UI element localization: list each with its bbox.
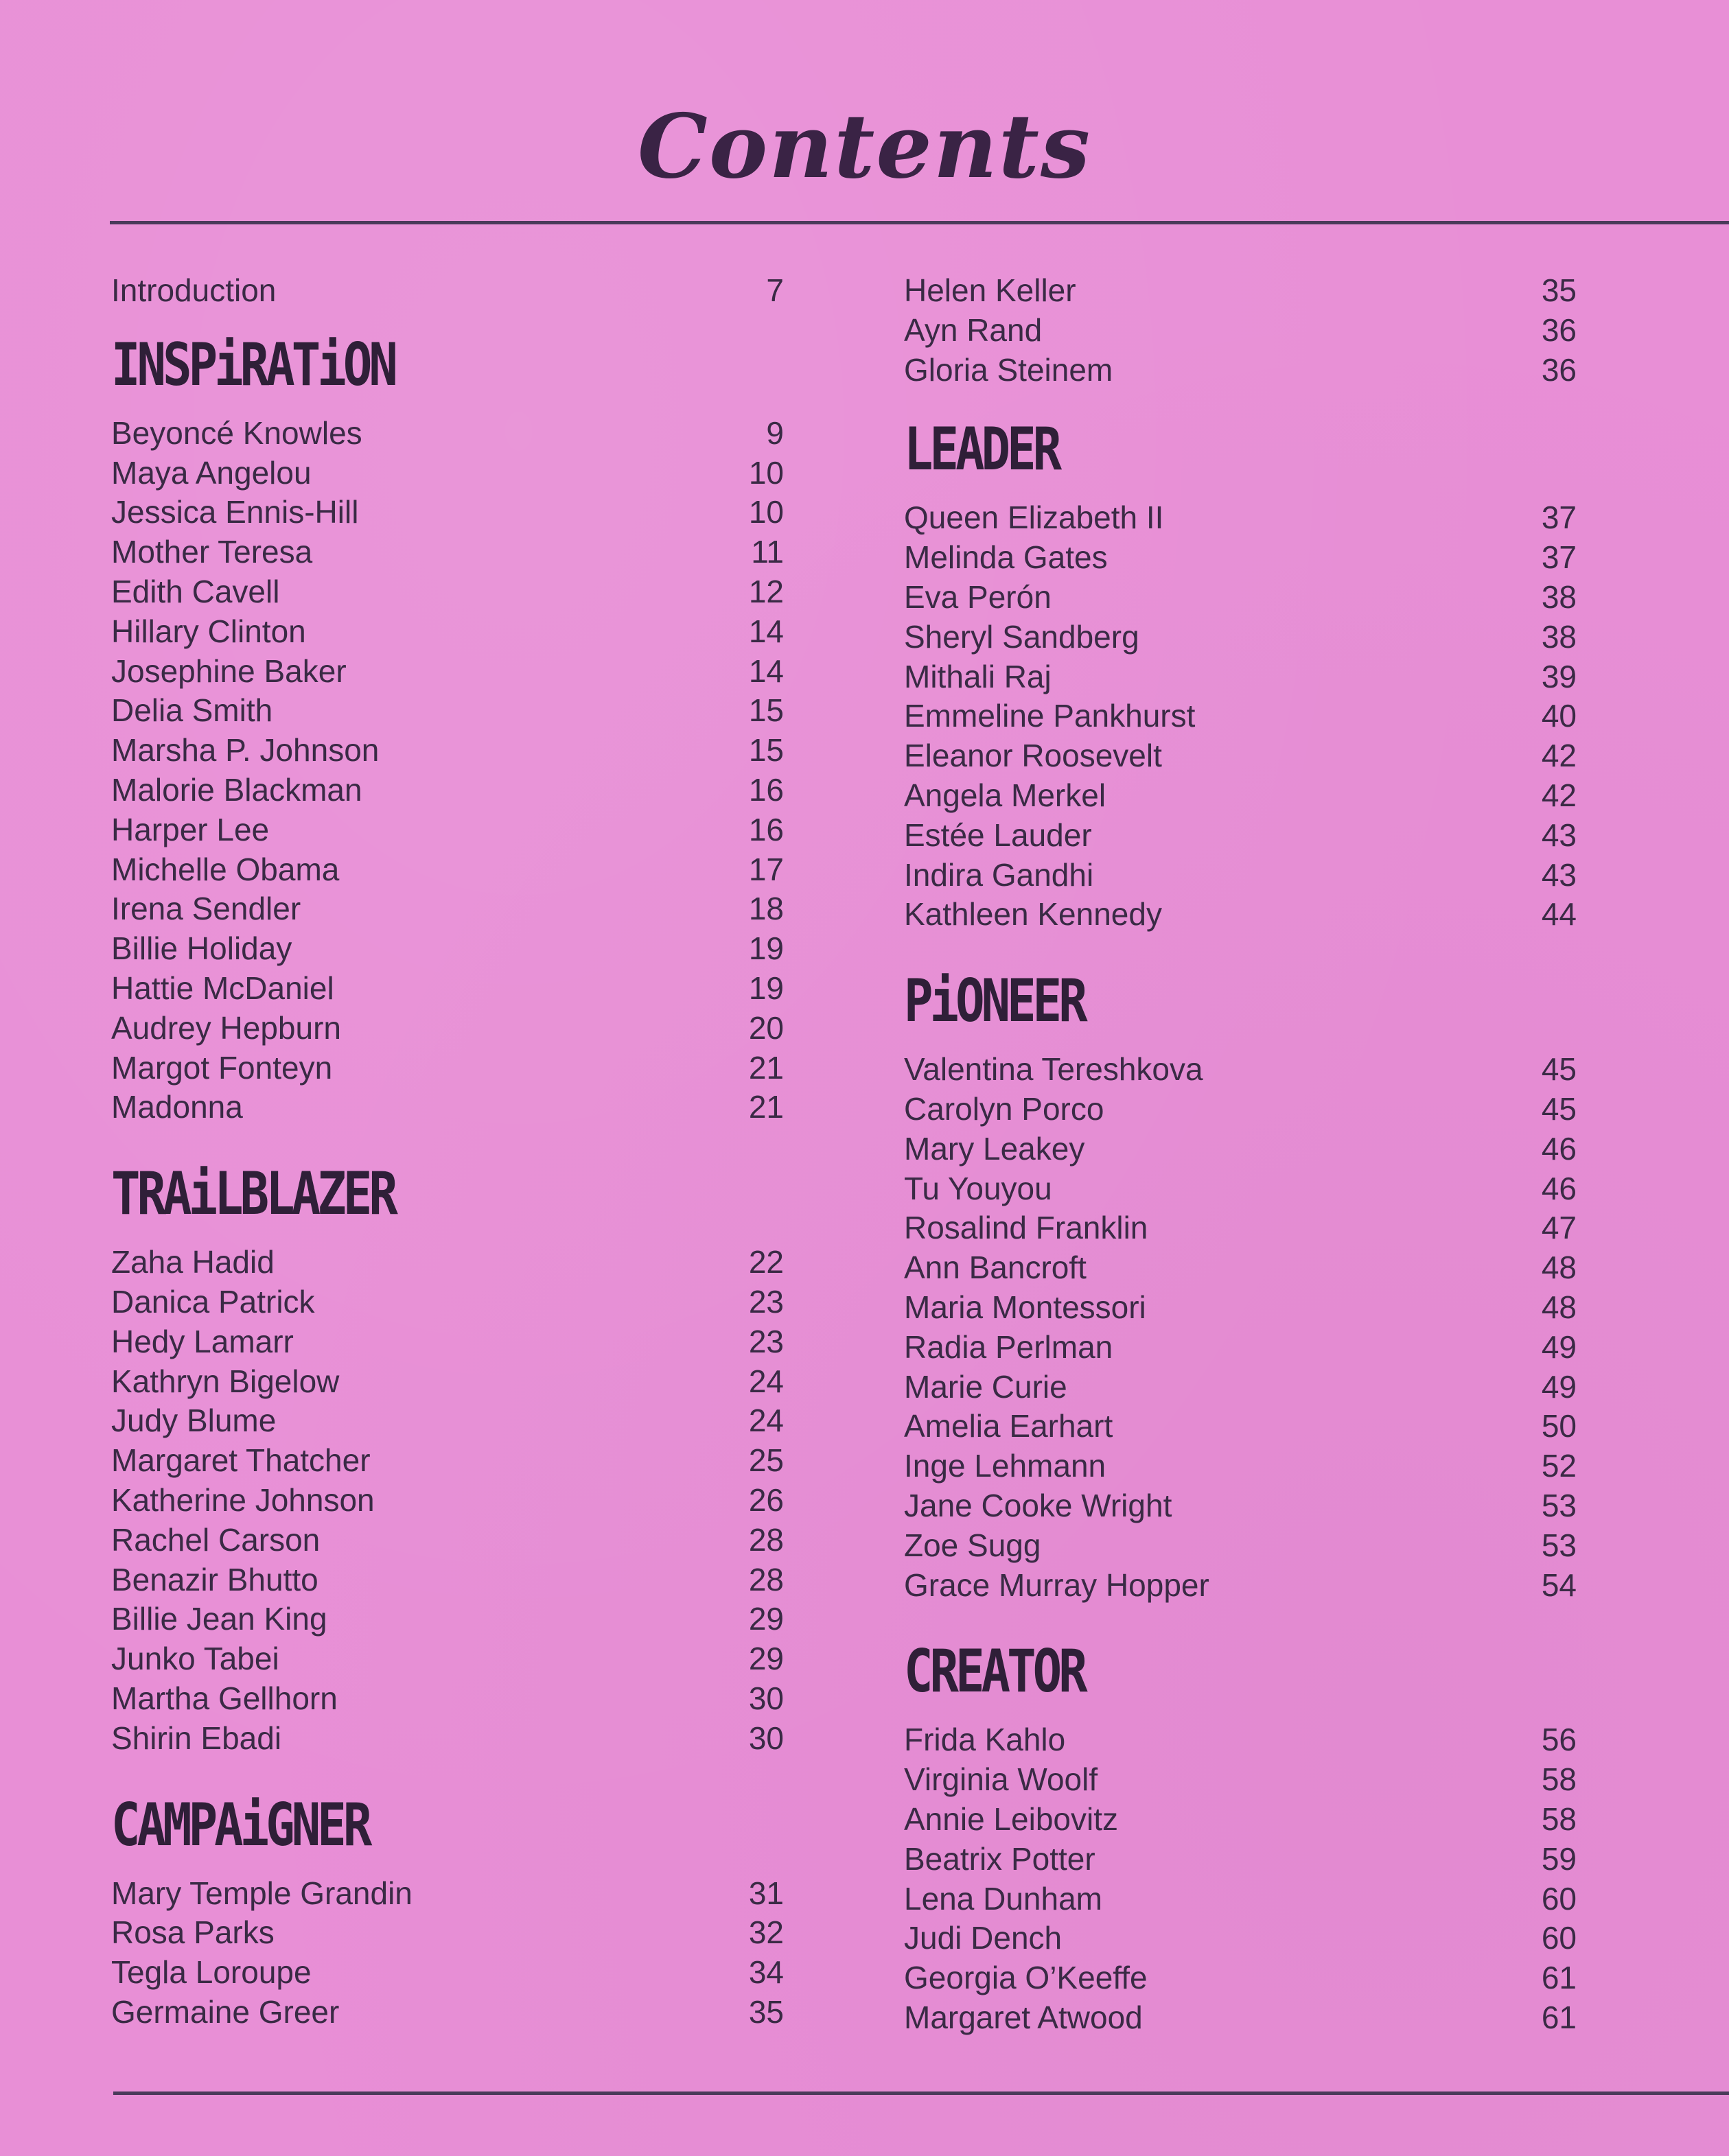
toc-entry[interactable]	[904, 736, 1577, 776]
entry-name: Billie Holiday	[111, 930, 292, 967]
entry-name: Estée Lauder	[904, 817, 1092, 853]
entry-name: Germaine Greer	[111, 1993, 340, 2030]
entry-page: 7	[766, 272, 784, 308]
entry-page: 35	[1541, 272, 1577, 308]
entry-name: Annie Leibovitz	[904, 1801, 1118, 1837]
entry-page: 61	[1541, 1960, 1577, 1996]
toc-entry[interactable]	[111, 532, 784, 572]
entry-name: Beyoncé Knowles	[111, 414, 362, 451]
toc-entry[interactable]	[904, 1526, 1577, 1566]
entry-name: Jessica Ennis-Hill	[111, 494, 359, 530]
toc-entry[interactable]	[904, 271, 1577, 311]
toc-entry[interactable]	[904, 1248, 1577, 1288]
entry-name: Jane Cooke Wright	[904, 1487, 1172, 1523]
entry-name: Maria Montessori	[904, 1289, 1146, 1325]
entry-name: Indira Gandhi	[904, 856, 1094, 893]
entry-page: 20	[748, 1009, 784, 1046]
entry-name: Melinda Gates	[904, 539, 1108, 576]
entry-page: 49	[1541, 1328, 1577, 1365]
entry-page: 39	[1541, 658, 1577, 694]
section-heading-trailblazer: TRAiLBLAZER	[111, 1160, 395, 1229]
toc-entry[interactable]	[904, 618, 1577, 657]
entry-page: 25	[748, 1442, 784, 1479]
entry-page: 50	[1541, 1408, 1577, 1444]
toc-entry[interactable]	[904, 816, 1577, 856]
toc-entry[interactable]	[904, 1090, 1577, 1129]
entry-name: Margaret Thatcher	[111, 1442, 371, 1479]
toc-entry[interactable]	[111, 969, 784, 1009]
entry-name: Virginia Woolf	[904, 1761, 1098, 1798]
entry-name: Beatrix Potter	[904, 1840, 1095, 1877]
right-column	[904, 271, 1577, 2038]
entry-page: 36	[1541, 351, 1577, 388]
spacer	[904, 1605, 1577, 1632]
entry-name: Billie Jean King	[111, 1601, 327, 1637]
spacer	[904, 390, 1577, 410]
entry-page: 15	[748, 732, 784, 769]
toc-entry[interactable]	[904, 1720, 1577, 1760]
entry-name: Eleanor Roosevelt	[904, 738, 1162, 774]
entry-name: Lena Dunham	[904, 1880, 1102, 1917]
toc-entry[interactable]	[111, 1243, 784, 1282]
entry-page: 30	[748, 1720, 784, 1756]
toc-entry[interactable]	[111, 652, 784, 692]
entry-page: 16	[748, 811, 784, 847]
entry-page: 22	[748, 1244, 784, 1280]
toc-entry[interactable]	[904, 856, 1577, 895]
entry-page: 14	[748, 653, 784, 689]
entry-page: 58	[1541, 1761, 1577, 1798]
entry-name: Maya Angelou	[111, 454, 312, 491]
entry-name: Margaret Atwood	[904, 1999, 1143, 2035]
entry-name: Harper Lee	[111, 811, 270, 847]
page-title: Contents	[637, 95, 1092, 198]
entry-page: 23	[748, 1283, 784, 1320]
entry-page: 56	[1541, 1722, 1577, 1758]
entry-page: 11	[751, 534, 784, 570]
spacer	[904, 935, 1577, 962]
toc-entry[interactable]	[904, 1998, 1577, 2038]
entry-name: Tegla Loroupe	[111, 1954, 312, 1991]
entry-name: Tu Youyou	[904, 1170, 1052, 1206]
toc-entry[interactable]	[904, 1958, 1577, 1998]
entry-page: 12	[748, 573, 784, 609]
entry-page: 18	[748, 891, 784, 927]
section-entries-trailblazer	[111, 1243, 784, 1758]
section-entries-campaigner-continued	[904, 271, 1577, 390]
entry-name: Queen Elizabeth II	[904, 500, 1164, 536]
entry-page: 21	[748, 1089, 784, 1125]
entry-page: 35	[748, 1993, 784, 2030]
entry-name: Junko Tabei	[111, 1641, 279, 1677]
toc-entry[interactable]	[111, 731, 784, 771]
entry-name: Zoe Sugg	[904, 1527, 1041, 1563]
toc-entry[interactable]	[111, 691, 784, 731]
toc-entry[interactable]	[904, 696, 1577, 736]
toc-entry[interactable]	[111, 1481, 784, 1521]
entry-name: Hedy Lamarr	[111, 1323, 294, 1359]
toc-entry[interactable]	[111, 572, 784, 612]
entry-name: Zaha Hadid	[111, 1244, 275, 1280]
bottom-divider	[113, 2091, 1729, 2095]
entry-name: Kathleen Kennedy	[904, 896, 1162, 933]
entry-page: 34	[748, 1954, 784, 1991]
entry-page: 40	[1541, 698, 1577, 734]
entry-page: 48	[1541, 1250, 1577, 1286]
entry-page: 9	[766, 414, 784, 451]
section-heading-pioneer: PiONEER	[904, 967, 1084, 1036]
entry-name: Eva Perón	[904, 578, 1052, 615]
toc-entry[interactable]	[111, 454, 784, 493]
entry-page: 60	[1541, 1880, 1577, 1917]
entry-name: Audrey Hepburn	[111, 1009, 341, 1046]
entry-name: Judy Blume	[111, 1403, 277, 1439]
section-heading-inspiration: INSPiRATiON	[111, 330, 395, 399]
entry-page: 54	[1541, 1567, 1577, 1603]
toc-entry[interactable]	[111, 889, 784, 929]
entry-page: 10	[748, 494, 784, 530]
entry-name: Judi Dench	[904, 1920, 1063, 1956]
entry-page: 36	[1541, 312, 1577, 348]
entry-name: Radia Perlman	[904, 1328, 1113, 1365]
entry-page: 24	[748, 1403, 784, 1439]
toc-entry[interactable]	[904, 1486, 1577, 1526]
toc-entry[interactable]	[111, 1521, 784, 1560]
entry-page: 48	[1541, 1289, 1577, 1325]
entry-page: 44	[1541, 896, 1577, 933]
entry-name: Marsha P. Johnson	[111, 732, 380, 769]
toc-entry[interactable]	[111, 1362, 784, 1402]
entry-name: Angela Merkel	[904, 777, 1106, 813]
section-heading-campaigner: CAMPAiGNER	[111, 1790, 369, 1860]
entry-page: 49	[1541, 1368, 1577, 1405]
entry-name: Kathryn Bigelow	[111, 1363, 340, 1399]
toc-entry[interactable]	[111, 771, 784, 810]
entry-name: Rachel Carson	[111, 1521, 321, 1558]
entry-page: 45	[1541, 1090, 1577, 1127]
entry-page: 46	[1541, 1170, 1577, 1206]
entry-name: Helen Keller	[904, 272, 1076, 308]
entry-name: Carolyn Porco	[904, 1090, 1104, 1127]
entry-name: Mary Temple Grandin	[111, 1875, 413, 1911]
entry-name: Grace Murray Hopper	[904, 1567, 1209, 1603]
section-entries-inspiration	[111, 414, 784, 1127]
entry-page: 60	[1541, 1920, 1577, 1956]
entry-name: Marie Curie	[904, 1368, 1067, 1405]
entry-page: 47	[1541, 1210, 1577, 1246]
entry-name: Mithali Raj	[904, 658, 1052, 694]
entry-name: Hillary Clinton	[111, 613, 306, 649]
entry-name: Hattie McDaniel	[111, 970, 334, 1006]
toc-entry[interactable]	[111, 850, 784, 890]
toc-entry[interactable]	[904, 498, 1577, 538]
entry-name: Edith Cavell	[111, 573, 280, 609]
entry-page: 23	[748, 1323, 784, 1359]
toc-entry[interactable]	[904, 1368, 1577, 1407]
entry-page: 42	[1541, 738, 1577, 774]
toc-entry[interactable]	[111, 1679, 784, 1719]
toc-entry[interactable]	[904, 1050, 1577, 1090]
section-entries-creator	[904, 1720, 1577, 2037]
toc-entry[interactable]	[111, 929, 784, 969]
section-entries-pioneer	[904, 1050, 1577, 1605]
spacer	[111, 1759, 784, 1786]
entry-page: 58	[1541, 1801, 1577, 1837]
entry-page: 43	[1541, 856, 1577, 893]
toc-entry[interactable]	[904, 776, 1577, 816]
toc-entry[interactable]	[904, 311, 1577, 351]
entry-name: Mary Leakey	[904, 1130, 1085, 1167]
section-entries-leader	[904, 498, 1577, 935]
toc-entry[interactable]	[111, 1048, 784, 1088]
entry-page: 38	[1541, 578, 1577, 615]
entry-name: Gloria Steinem	[904, 351, 1113, 388]
entry-name: Ann Bancroft	[904, 1250, 1087, 1286]
toc-entry[interactable]	[111, 1874, 784, 1914]
toc-entry[interactable]	[111, 810, 784, 850]
section-entries-campaigner	[111, 1874, 784, 2032]
toc-entry[interactable]	[904, 657, 1577, 697]
entry-name: Amelia Earhart	[904, 1408, 1113, 1444]
toc-entry[interactable]	[904, 578, 1577, 618]
entry-page: 19	[748, 970, 784, 1006]
entry-page: 42	[1541, 777, 1577, 813]
toc-entry-introduction[interactable]	[111, 271, 784, 311]
entry-name: Sheryl Sandberg	[904, 618, 1139, 655]
toc-entry[interactable]	[111, 1401, 784, 1441]
entry-name: Margot Fonteyn	[111, 1049, 333, 1086]
entry-page: 10	[748, 454, 784, 491]
entry-page: 30	[748, 1680, 784, 1716]
toc-entry[interactable]	[904, 538, 1577, 578]
top-divider	[110, 221, 1729, 224]
entry-page: 14	[748, 613, 784, 649]
toc-entry[interactable]	[904, 1800, 1577, 1840]
section-heading-creator: CREATOR	[904, 1637, 1084, 1707]
entry-page: 52	[1541, 1448, 1577, 1484]
entry-name: Benazir Bhutto	[111, 1561, 318, 1597]
entry-page: 26	[748, 1481, 784, 1518]
entry-name: Madonna	[111, 1089, 243, 1125]
toc-entry[interactable]	[111, 1913, 784, 1953]
toc-entry[interactable]	[904, 1566, 1577, 1606]
toc-entry[interactable]	[904, 1129, 1577, 1169]
entry-page: 16	[748, 771, 784, 808]
entry-name: Michelle Obama	[111, 851, 340, 887]
entry-name: Valentina Tereshkova	[904, 1051, 1203, 1088]
entry-name: Malorie Blackman	[111, 771, 362, 808]
toc-entry[interactable]	[904, 1840, 1577, 1879]
entry-name: Irena Sendler	[111, 891, 301, 927]
entry-name: Frida Kahlo	[904, 1722, 1066, 1758]
entry-page: 38	[1541, 618, 1577, 655]
entry-name: Inge Lehmann	[904, 1448, 1106, 1484]
toc-entry[interactable]	[111, 612, 784, 652]
entry-name: Shirin Ebadi	[111, 1720, 282, 1756]
entry-page: 31	[748, 1875, 784, 1911]
entry-page: 21	[748, 1049, 784, 1086]
entry-name: Rosa Parks	[111, 1914, 275, 1951]
entry-page: 61	[1541, 1999, 1577, 2035]
toc-entry[interactable]	[111, 1322, 784, 1362]
toc-entry[interactable]	[111, 1282, 784, 1322]
entry-name: Mother Teresa	[111, 534, 313, 570]
toc-entry[interactable]	[111, 414, 784, 454]
toc-entry[interactable]	[904, 351, 1577, 390]
spacer	[111, 311, 784, 326]
toc-entry[interactable]	[111, 493, 784, 532]
toc-entry[interactable]	[904, 1208, 1577, 1248]
entry-name: Georgia O’Keeffe	[904, 1960, 1148, 1996]
entry-name: Ayn Rand	[904, 312, 1043, 348]
entry-name: Introduction	[111, 272, 277, 308]
entry-page: 29	[748, 1601, 784, 1637]
toc-entry[interactable]	[904, 1169, 1577, 1209]
entry-page: 37	[1541, 539, 1577, 576]
toc-entry[interactable]	[111, 1009, 784, 1048]
toc-entry[interactable]	[111, 1441, 784, 1481]
toc-entry[interactable]	[111, 1639, 784, 1679]
toc-entry[interactable]	[904, 1328, 1577, 1368]
toc-entry[interactable]	[904, 1288, 1577, 1328]
spacer	[111, 1127, 784, 1155]
entry-page: 19	[748, 930, 784, 967]
toc-entry[interactable]	[904, 1407, 1577, 1446]
toc-entry[interactable]	[904, 1879, 1577, 1919]
toc-entry[interactable]	[111, 1993, 784, 2032]
entry-page: 37	[1541, 500, 1577, 536]
toc-entry[interactable]	[111, 1719, 784, 1759]
left-column	[111, 271, 784, 2032]
entry-name: Danica Patrick	[111, 1283, 315, 1320]
entry-page: 28	[748, 1521, 784, 1558]
toc-entry[interactable]	[904, 1919, 1577, 1958]
toc-entry[interactable]	[904, 1760, 1577, 1800]
entry-name: Emmeline Pankhurst	[904, 698, 1196, 734]
entry-name: Rosalind Franklin	[904, 1210, 1148, 1246]
entry-page: 43	[1541, 817, 1577, 853]
toc-entry[interactable]	[111, 1953, 784, 1993]
entry-page: 28	[748, 1561, 784, 1597]
entry-page: 53	[1541, 1527, 1577, 1563]
entry-page: 59	[1541, 1840, 1577, 1877]
entry-name: Delia Smith	[111, 692, 273, 729]
toc-entry[interactable]	[111, 1600, 784, 1639]
entry-page: 46	[1541, 1130, 1577, 1167]
toc-entry[interactable]	[904, 1446, 1577, 1486]
entry-page: 24	[748, 1363, 784, 1399]
entry-page: 15	[748, 692, 784, 729]
entry-page: 53	[1541, 1487, 1577, 1523]
entry-page: 45	[1541, 1051, 1577, 1088]
toc-entry[interactable]	[111, 1560, 784, 1600]
section-heading-leader: LEADER	[904, 415, 1059, 484]
toc-entry[interactable]	[904, 895, 1577, 935]
toc-entry[interactable]	[111, 1088, 784, 1127]
entry-name: Katherine Johnson	[111, 1481, 375, 1518]
entry-name: Josephine Baker	[111, 653, 347, 689]
entry-page: 17	[748, 851, 784, 887]
entry-page: 29	[748, 1641, 784, 1677]
entry-name: Martha Gellhorn	[111, 1680, 338, 1716]
entry-page: 32	[748, 1914, 784, 1951]
